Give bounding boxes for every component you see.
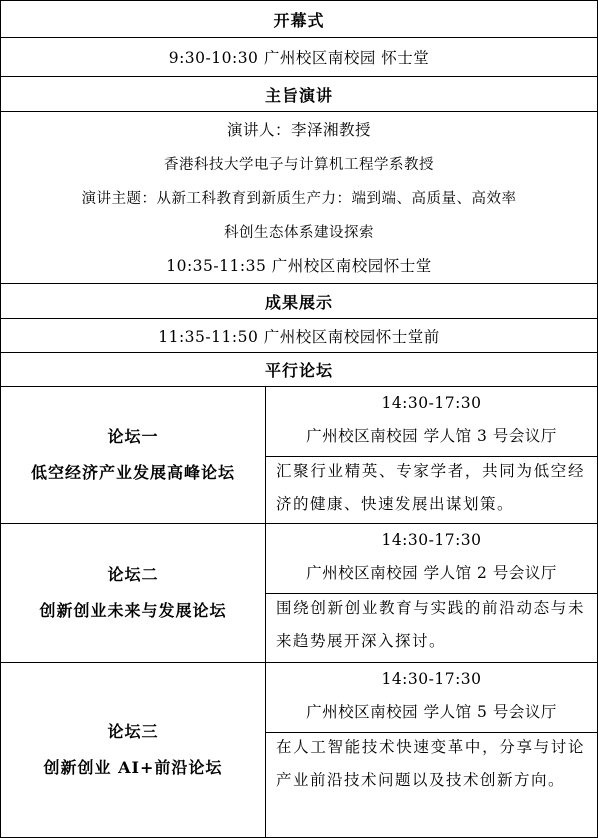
forum-2-venue: 广州校区南校园 学人馆 2 号会议厅 bbox=[306, 564, 557, 582]
forum-1-title: 低空经济产业发展高峰论坛 bbox=[30, 463, 235, 482]
forum-2-title: 创新创业未来与发展论坛 bbox=[39, 601, 227, 620]
forum-1-description: 汇聚行业精英、专家学者，共同为低空经济的健康、快速发展出谋划策。 bbox=[276, 462, 585, 513]
forum-1-venue: 广州校区南校园 学人馆 3 号会议厅 bbox=[306, 427, 557, 445]
keynote-topic: 演讲主题：从新工科教育到新质生产力：端到端、高质量、高效率 bbox=[81, 190, 517, 207]
forum-2-cell bbox=[1, 524, 265, 662]
forum-1-cell bbox=[1, 387, 265, 523]
showcase-heading: 成果展示 bbox=[264, 292, 333, 312]
forum-3-venue: 广州校区南校园 学人馆 5 号会议厅 bbox=[306, 703, 557, 721]
keynote-heading: 主旨演讲 bbox=[264, 85, 333, 105]
forum-2-description: 围绕创新创业教育与实践的前沿动态与未来趋势展开深入探讨。 bbox=[276, 599, 585, 650]
forum-3-label: 论坛三 bbox=[107, 722, 159, 741]
forum-3-cell bbox=[1, 663, 265, 837]
opening-heading: 开幕式 bbox=[273, 10, 325, 30]
forum-2-label: 论坛二 bbox=[107, 565, 159, 584]
keynote-affiliation: 香港科技大学电子与计算机工程学系教授 bbox=[164, 156, 434, 173]
forum-3-description: 在人工智能技术快速变革中，分享与讨论产业前沿技术问题以及技术创新方向。 bbox=[276, 738, 585, 789]
opening-detail: 9:30-10:30 广州校区南校园 怀士堂 bbox=[168, 49, 430, 67]
divider bbox=[266, 732, 597, 733]
forum-3-title: 创新创业 AI+前沿论坛 bbox=[43, 758, 223, 777]
parallel-heading: 平行论坛 bbox=[264, 361, 333, 380]
forum-3-details bbox=[266, 663, 597, 837]
divider bbox=[266, 593, 597, 594]
forum-1-time: 14:30-17:30 bbox=[381, 394, 482, 412]
forum-1-label: 论坛一 bbox=[107, 427, 159, 446]
showcase-detail: 11:35-11:50 广州校区南校园怀士堂前 bbox=[158, 327, 440, 346]
keynote-time-venue: 10:35-11:35 广州校区南校园怀士堂 bbox=[166, 257, 432, 275]
keynote-speaker: 演讲人：李泽湘教授 bbox=[226, 121, 371, 139]
forum-2-time: 14:30-17:30 bbox=[381, 531, 482, 549]
forum-1-details bbox=[266, 387, 597, 523]
keynote-topic-cont: 科创生态体系建设探索 bbox=[224, 224, 374, 241]
divider bbox=[266, 456, 597, 457]
forum-3-time: 14:30-17:30 bbox=[381, 670, 482, 688]
